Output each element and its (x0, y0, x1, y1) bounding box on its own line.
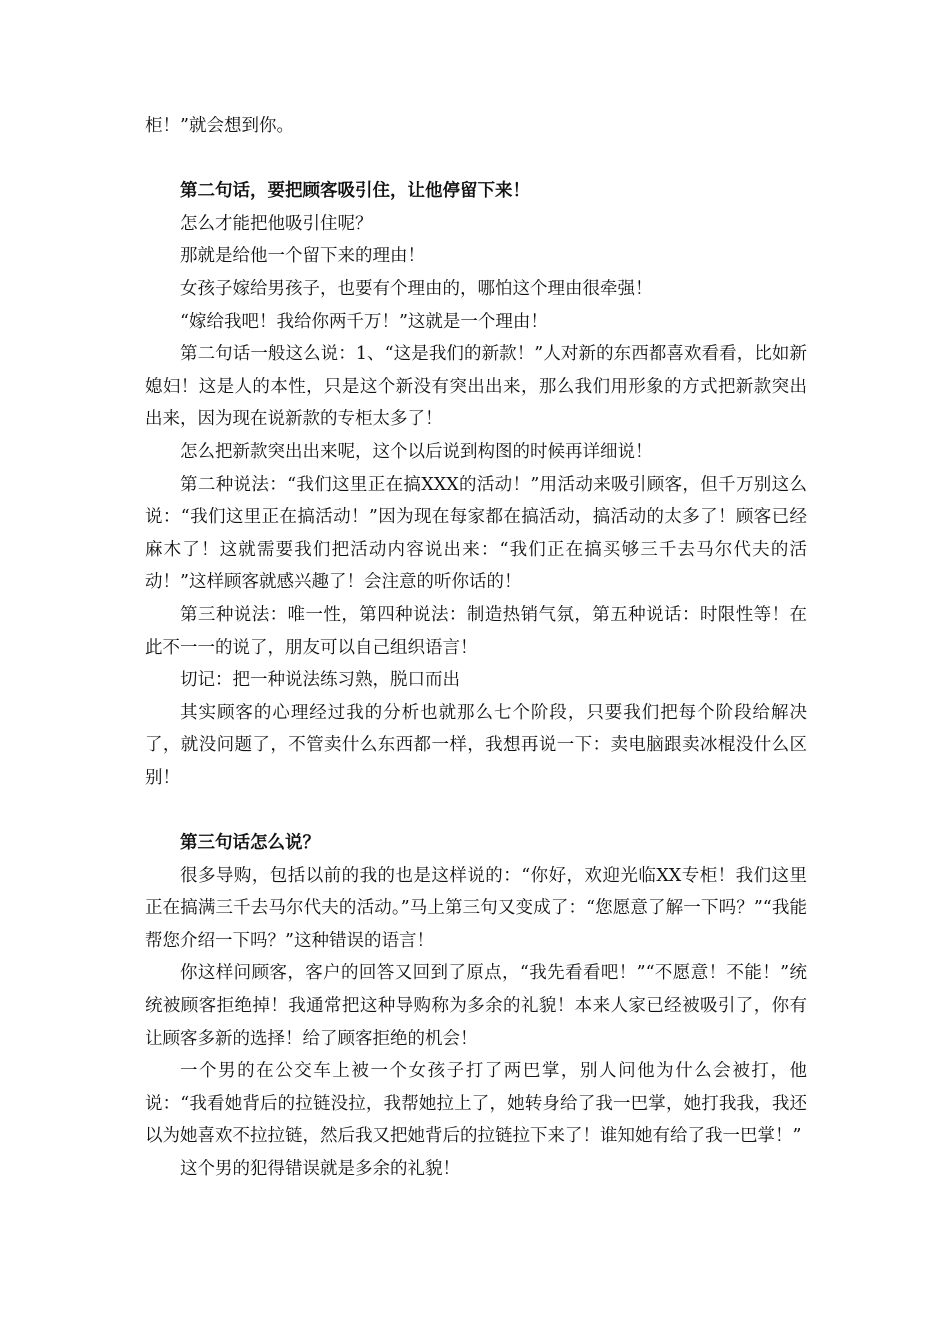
paragraph-gap (145, 794, 807, 827)
paragraph: “嫁给我吧！我给你两千万！”这就是一个理由！ (180, 311, 548, 332)
paragraph: 怎么把新款突出出来呢，这个以后说到构图的时候再详细说！ (180, 441, 653, 462)
paragraph-continuation: 柜！”就会想到你。 (145, 116, 294, 136)
paragraph: 第二句话一般这么说：1、“这是我们的新款！”人对新的东西都喜欢看看，比如新媳妇！这是人的本性，只是这个新没有突出出来，那么我们用形象的方式把新款突出出来，因为现在说新款的专柜太多了！ (145, 344, 807, 430)
paragraph: 第二种说法：“我们这里正在搞XXX的活动！”用活动来吸引顾客，但千万别这么说：“我们这里正在搞活动！”因为现在每家都在搞活动，搞活动的太多了！顾客已经麻木了！这就需要我们把活动内容说出来：“我们正在搞买够三千去马尔代夫的活动！”这样顾客就感兴趣了！会注意的听你话的！ (145, 474, 807, 593)
section-heading-third-sentence: 第三句话怎么说？ (180, 833, 320, 854)
paragraph: 其实顾客的心理经过我的分析也就那么七个阶段，只要我们把每个阶段给解决了，就没问题了，不管卖什么东西都一样，我想再说一下：卖电脑跟卖冰棍没什么区别！ (145, 702, 807, 788)
paragraph: 第三种说法：唯一性，第四种说法：制造热销气氛，第五种说话：时限性等！在此不一一的说了，朋友可以自己组织语言！ (145, 604, 807, 658)
paragraph: 这个男的犯得错误就是多余的礼貌！ (180, 1159, 460, 1179)
paragraph: 切记：把一种说法练习熟，脱口而出 (180, 670, 460, 691)
paragraph: 你这样问顾客，客户的回答又回到了原点，“我先看看吧！”“不愿意！不能！”统统被顾客拒绝掉！我通常把这种导购称为多余的礼貌！本来人家已经被吸引了，你有让顾客多新的选择！给了顾客拒绝的机会！ (145, 963, 807, 1049)
paragraph: 怎么才能把他吸引住呢？ (180, 213, 373, 234)
paragraph: 那就是给他一个留下来的理由！ (180, 246, 425, 267)
paragraph: 很多导购，包括以前的我的也是这样说的：“你好，欢迎光临XX专柜！我们这里正在搞满三千去马尔代夫的活动。”马上第三句又变成了：“您愿意了解一下吗？”“我能帮您介绍一下吗？”这种错误的语言！ (145, 865, 807, 951)
paragraph: 一个男的在公交车上被一个女孩子打了两巴掌，别人问他为什么会被打，他说：“我看她背后的拉链没拉，我帮她拉上了，她转身给了我一巴掌，她打我我，我还以为她喜欢不拉拉链，然后我又把她背后的拉链拉下来了！谁知她有给了我一巴掌！” (145, 1061, 807, 1147)
section-heading-second-sentence: 第二句话，要把顾客吸引住，让他停留下来！ (180, 181, 530, 202)
paragraph: 女孩子嫁给男孩子，也要有个理由的，哪怕这个理由很牵强！ (180, 278, 653, 299)
paragraph-gap (145, 143, 807, 176)
document-body (145, 110, 807, 1186)
